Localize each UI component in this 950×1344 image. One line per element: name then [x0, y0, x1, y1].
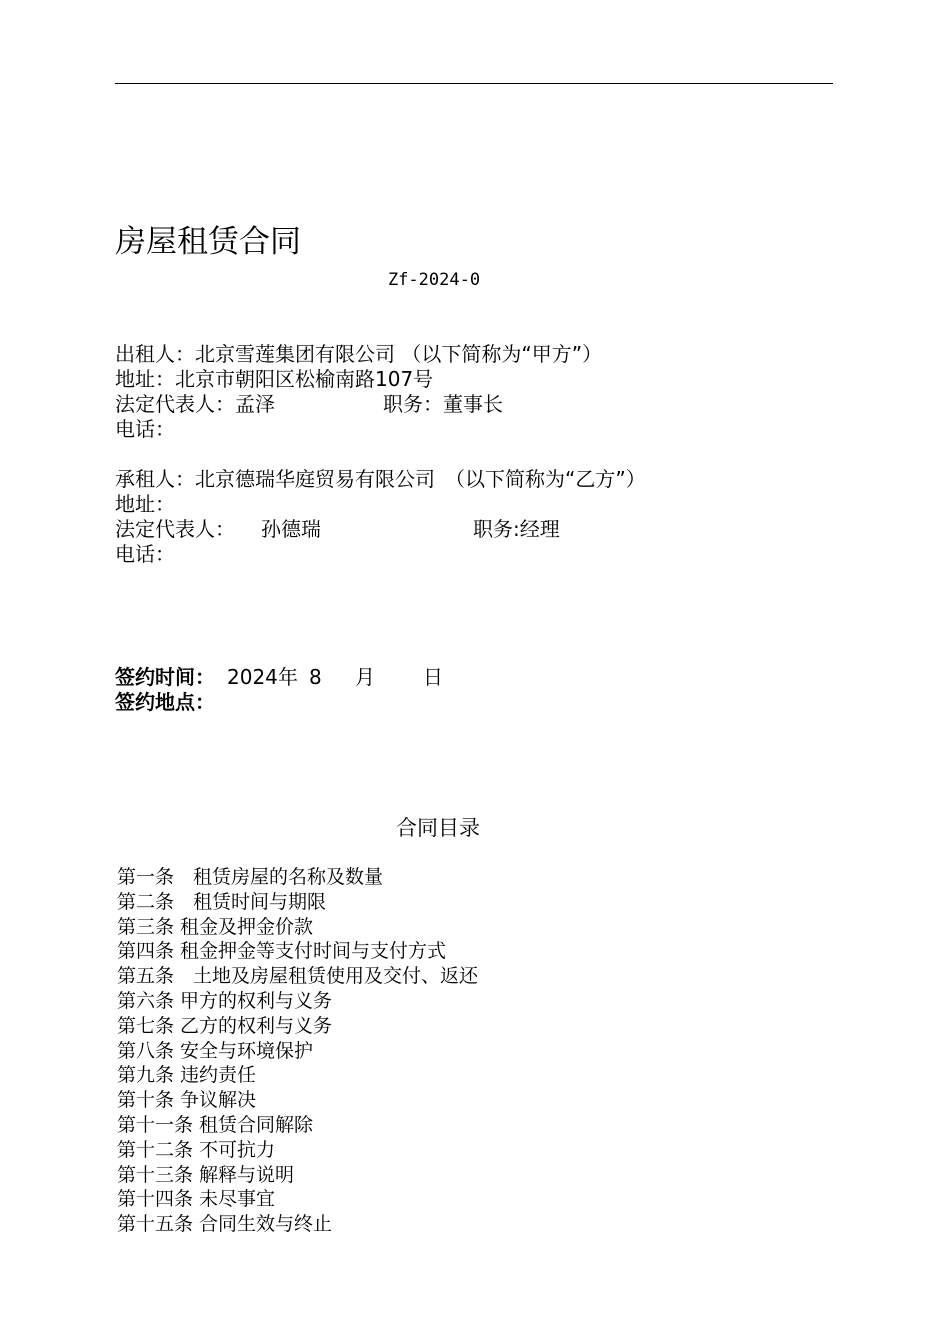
toc-item: 第十条 争议解决: [117, 1089, 257, 1112]
lessee-rep-label: 法定代表人：: [115, 517, 235, 541]
header-rule: [115, 83, 833, 84]
lessor-section: [115, 342, 602, 442]
lessee-name: 承租人：北京德瑞华庭贸易有限公司 （以下简称为“乙方”）: [115, 467, 646, 491]
toc-item: 第五条 土地及房屋租赁使用及交付、返还: [117, 965, 479, 988]
lessee-position: 职务:经理: [473, 517, 560, 541]
lessor-phone: 电话：: [115, 417, 175, 441]
lessee-address: 地址：: [115, 492, 175, 516]
lessee-section: [115, 467, 646, 567]
document-code: Zf-2024-0: [387, 270, 481, 290]
document-title: 房屋租赁合同: [115, 224, 301, 260]
toc-list: [117, 865, 478, 1237]
signing-month: 8: [309, 665, 322, 689]
toc-item: 第十三条 解释与说明: [117, 1163, 295, 1186]
signing-month-unit: 月: [355, 665, 375, 689]
signing-day-unit: 日: [423, 665, 443, 689]
toc-item: 第三条 租金及押金价款: [117, 915, 314, 938]
lessor-position: 职务：董事长: [383, 392, 503, 416]
lessor-address: 地址：北京市朝阳区松榆南路107号: [115, 367, 434, 391]
signing-year-unit: 年: [278, 665, 298, 689]
lessee-rep-row: [115, 517, 646, 542]
toc-item: 第一条 租赁房屋的名称及数量: [117, 866, 384, 888]
toc-item: 第八条 安全与环境保护: [117, 1039, 314, 1062]
lessee-phone: 电话：: [115, 542, 175, 566]
toc-item: 第六条 甲方的权利与义务: [117, 989, 333, 1012]
toc-title: 合同目录: [396, 816, 480, 840]
signing-year: 2024: [227, 665, 278, 689]
toc-item: 第十二条 不可抗力: [117, 1138, 276, 1161]
lessor-name: 出租人：北京雪莲集团有限公司 （以下简称为“甲方”）: [115, 342, 603, 366]
toc-item: 第十四条 未尽事宜: [117, 1188, 276, 1211]
signing-place-label: 签约地点：: [115, 690, 215, 714]
lessor-representative: 法定代表人：孟泽: [115, 392, 275, 416]
toc-item: 第七条 乙方的权利与义务: [117, 1014, 333, 1037]
lessor-rep-row: [115, 392, 602, 417]
signing-time-label: 签约时间：: [115, 665, 215, 689]
toc-item: 第九条 违约责任: [117, 1064, 257, 1087]
signing-section: [115, 665, 443, 715]
signing-time-row: [115, 665, 443, 690]
toc-item: 第四条 租金押金等支付时间与支付方式: [117, 940, 447, 963]
toc-item: 第十五条 合同生效与终止: [117, 1213, 333, 1236]
lessee-rep-name: 孙德瑞: [261, 517, 321, 541]
toc-item: 第十一条 租赁合同解除: [117, 1113, 314, 1136]
toc-item: 第二条 租赁时间与期限: [117, 890, 327, 913]
